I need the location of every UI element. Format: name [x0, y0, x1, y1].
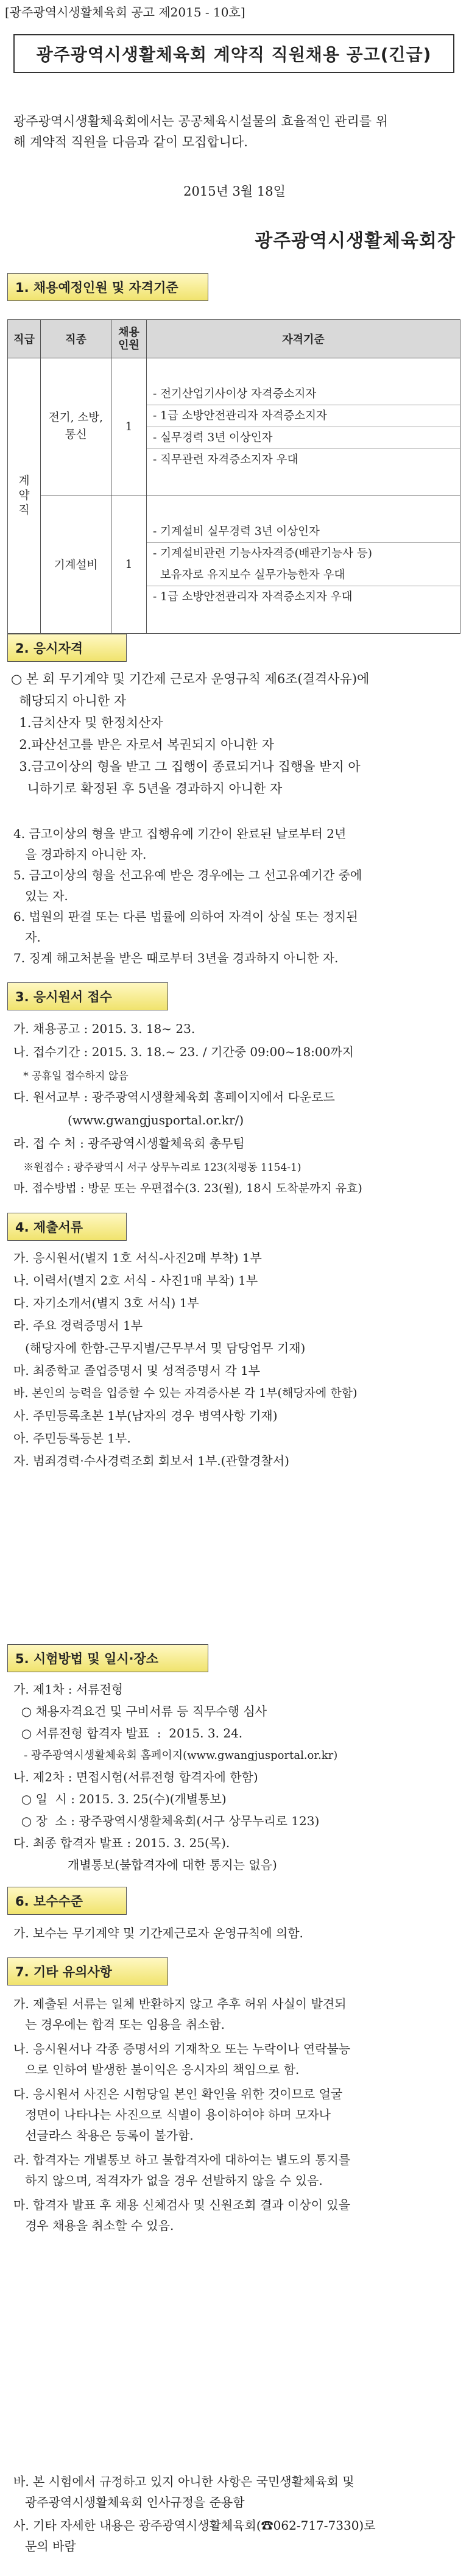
table-header-row — [8, 320, 460, 358]
requirement: - 기계설비 실무경력 3년 이상인자 — [153, 525, 320, 538]
qualification-line: 4. 금고이상의 형을 받고 집행유예 기간이 완료된 날로부터 2년 — [13, 826, 347, 841]
requirements-cell — [147, 495, 460, 634]
table-header: 직급 — [8, 320, 41, 358]
qualification-line: ○ 본 회 무기계약 및 기간제 근로자 운영규칙 제6조(결격사유)에 — [11, 672, 370, 686]
note-line: 으로 인하여 발생한 불이익은 응시자의 책임으로 함. — [13, 2062, 300, 2077]
document-line: 바. 본인의 능력을 입증할 수 있는 자격증사본 각 1부(해당자에 한함) — [13, 1386, 358, 1400]
note-line: 가. 제출된 서류는 일체 반환하지 않고 추후 허위 사실이 발견되 — [13, 1996, 347, 2011]
application-line: 다. 원서교부 : 광주광역시생활체육회 홈페이지에서 다운로드 — [13, 1090, 335, 1104]
notice-number: [광주광역시생활체육회 공고 제2015 - 10호] — [5, 5, 245, 20]
qualification-line: 있는 자. — [13, 889, 68, 903]
note-line: 나. 응시원서나 각종 증명서의 기재착오 또는 누락이나 연락불능 — [13, 2042, 351, 2056]
exam-line: ○ 장 소 : 광주광역시생활체육회(서구 상무누리로 123) — [13, 1814, 320, 1828]
requirement: - 직무관련 자격증소지자 우대 — [147, 449, 460, 470]
qualification-line: 3.금고이상의 형을 받고 그 집행이 종료되거나 집행을 받지 아 — [11, 759, 361, 774]
qualification-line: 7. 징계 해고처분을 받은 때로부터 3년을 경과하지 아니한 자. — [13, 951, 339, 965]
qualification-line: 6. 법원의 판결 또는 다른 법률에 의하여 자격이 상실 또는 정지된 — [13, 909, 358, 924]
requirement: - 전기산업기사이상 자격증소지자 — [153, 387, 317, 400]
section-3-heading: 3. 응시원서 접수 — [7, 982, 168, 1010]
note-line: 는 경우에는 합격 또는 임용을 취소함. — [13, 2017, 225, 2032]
application-line: 나. 접수기간 : 2015. 3. 18.~ 23. / 기간중 09:00~18:00까지 — [13, 1045, 354, 1059]
note-line: 마. 합격자 발표 후 채용 신체검사 및 신원조회 결과 이상이 있을 — [13, 2198, 350, 2212]
document-line: 다. 자기소개서(별지 3호 서식) 1부 — [13, 1296, 199, 1310]
section-1-heading: 1. 채용예정인원 및 자격기준 — [7, 273, 208, 301]
exam-line: - 광주광역시생활체육회 홈페이지(www.gwangjusportal.or.kr) — [13, 1749, 338, 1762]
note-line: 하지 않으며, 적격자가 없을 경우 선발하지 않을 수 있음. — [13, 2173, 323, 2188]
application-line: ※원접수 : 광주광역시 서구 상무누리로 123(치평동 1154-1) — [13, 1162, 302, 1174]
section-6-heading: 6. 보수수준 — [7, 1887, 127, 1915]
signer: 광주광역시생활체육회장 — [255, 230, 456, 252]
application-line: 마. 접수방법 : 방문 또는 우편접수(3. 23(월), 18시 도착분까지 유효) — [13, 1182, 362, 1195]
application-line: * 공휴일 접수하지 않음 — [13, 1070, 129, 1082]
note-line: 다. 응시원서 사진은 시험당일 본인 확인을 위한 것이므로 얼굴 — [13, 2087, 343, 2101]
table-row — [8, 358, 460, 495]
note-line: 정면이 나타나는 사진으로 식별이 용이하여야 하며 모자나 — [13, 2107, 331, 2122]
exam-line: 다. 최종 합격자 발표 : 2015. 3. 25(목). — [13, 1836, 230, 1850]
requirement: - 기계설비관련 기능사자격증(배관기능사 등) — [147, 542, 460, 564]
table-header: 직종 — [41, 320, 111, 358]
document-line: 나. 이력서(별지 2호 서식 - 사진1매 부착) 1부 — [13, 1273, 258, 1288]
note-line: 사. 기타 자세한 내용은 광주광역시생활체육회(☎062-717-7330)로 — [13, 2518, 376, 2533]
requirement: - 실무경력 3년 이상인자 — [147, 427, 460, 449]
requirements-cell — [147, 358, 460, 495]
count-cell: 1 — [111, 495, 147, 634]
requirement: - 1급 소방안전관리자 자격증소지자 우대 — [147, 586, 460, 608]
qualification-line: 5. 금고이상의 형을 선고유예 받은 경우에는 그 선고유예기간 중에 — [13, 868, 362, 882]
application-line: 라. 접 수 처 : 광주광역시생활체육회 총무팀 — [13, 1136, 245, 1151]
document-line: 라. 주요 경력증명서 1부 — [13, 1318, 143, 1333]
note-line: 라. 합격자는 개별통보 하고 불합격자에 대하여는 별도의 통지를 — [13, 2152, 351, 2167]
qualification-line: 해당되지 아니한 자 — [11, 694, 126, 708]
notice-date: 2015년 3월 18일 — [183, 184, 286, 199]
table-header: 채용 인원 — [111, 320, 147, 358]
document-line: 사. 주민등록초본 1부(남자의 경우 병역사항 기재) — [13, 1408, 278, 1423]
exam-line: 개별통보(불합격자에 대한 통지는 없음) — [13, 1857, 277, 1872]
exam-line: ○ 서류전형 합격자 발표 : 2015. 3. 24. — [13, 1726, 243, 1740]
table-header: 자격기준 — [147, 320, 460, 358]
job-cell: 전기, 소방, 통신 — [41, 358, 111, 495]
section-5-heading: 5. 시험방법 및 일시·장소 — [7, 1644, 208, 1672]
intro-line-2: 해 계약적 직원을 다음과 같이 모집합니다. — [13, 135, 248, 149]
page-title: 광주광역시생활체육회 계약직 직원채용 공고(긴급) — [13, 34, 454, 73]
section-2-heading: 2. 응시자격 — [7, 634, 127, 662]
job-cell: 기계설비 — [41, 495, 111, 634]
requirement: 보유자로 유지보수 실무가능한자 우대 — [153, 569, 345, 581]
document-line: (해당자에 한함-근무지별/근무부서 및 담당업무 기재) — [13, 1341, 306, 1355]
salary-line: 가. 보수는 무기계약 및 기간제근로자 운영규칙에 의함. — [13, 1926, 303, 1940]
qualification-line: 을 경과하지 아니한 자. — [13, 847, 147, 862]
exam-line: 나. 제2차 : 면접시험(서류전형 합격자에 한함) — [13, 1770, 258, 1784]
exam-line: ○ 일 시 : 2015. 3. 25(수)(개별통보) — [13, 1792, 227, 1806]
document-line: 아. 주민등록등본 1부. — [13, 1431, 131, 1446]
application-line: (www.gwangjusportal.or.kr/) — [13, 1113, 244, 1127]
note-line: 광주광역시생활체육회 인사규정을 준용함 — [13, 2495, 245, 2510]
note-line: 바. 본 시험에서 규정하고 있지 아니한 사항은 국민생활체육회 및 — [13, 2474, 354, 2489]
qualification-line: 2.파산선고를 받은 자로서 복권되지 아니한 자 — [11, 737, 274, 752]
exam-line: ○ 채용자격요건 및 구비서류 등 직무수행 심사 — [13, 1704, 267, 1719]
table-row — [8, 495, 460, 634]
application-line: 가. 채용공고 : 2015. 3. 18~ 23. — [13, 1021, 196, 1036]
exam-line: 가. 제1차 : 서류전형 — [13, 1682, 124, 1697]
note-line: 선글라스 착용은 등록이 불가함. — [13, 2128, 194, 2143]
section-7-heading: 7. 기타 유의사항 — [7, 1957, 168, 1985]
document-line: 마. 최종학교 졸업증명서 및 성적증명서 각 1부 — [13, 1363, 260, 1378]
qualification-line: 니하기로 확정된 후 5년을 경과하지 아니한 자 — [11, 781, 283, 796]
intro-line-1: 광주광역시생활체육회에서는 공공체육시설물의 효율적인 관리를 위 — [13, 114, 388, 129]
section-4-heading: 4. 제출서류 — [7, 1213, 127, 1241]
document-line: 가. 응시원서(별지 1호 서식-사진2매 부착) 1부 — [13, 1251, 262, 1265]
recruit-table — [7, 319, 460, 634]
count-cell: 1 — [111, 358, 147, 495]
document-line: 자. 범죄경력·수사경력조회 회보서 1부.(관할경찰서) — [13, 1453, 289, 1468]
note-line: 경우 채용을 취소할 수 있음. — [13, 2218, 174, 2233]
requirement: - 1급 소방안전관리자 자격증소지자 — [147, 405, 460, 427]
qualification-line: 자. — [13, 930, 41, 945]
note-line: 문의 바람 — [13, 2539, 76, 2553]
rank-cell: 계 약 직 — [8, 358, 41, 634]
qualification-line: 1.금치산자 및 한정치산자 — [11, 715, 163, 730]
